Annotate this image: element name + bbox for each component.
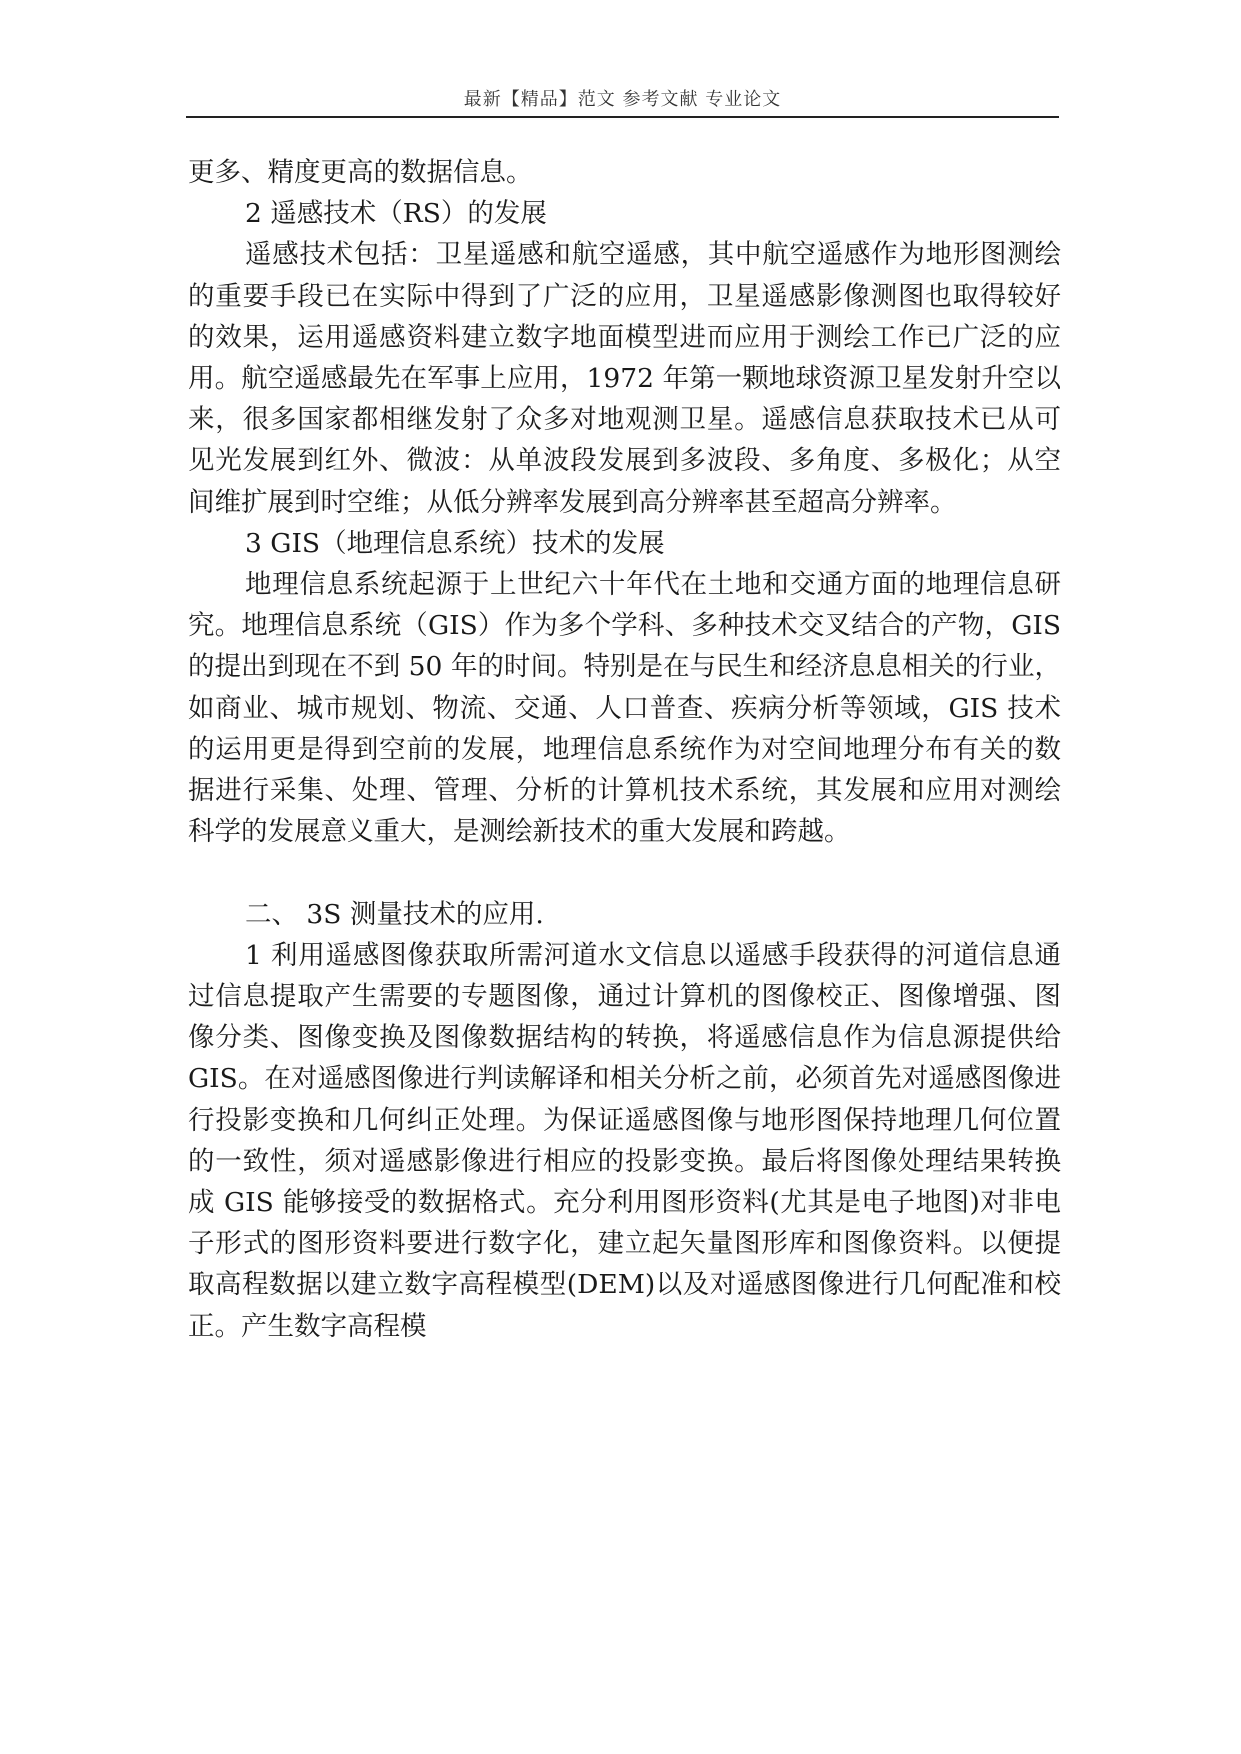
paragraph-continuation: 更多、精度更高的数据信息。 bbox=[188, 157, 533, 188]
section-heading-gis: 3 GIS（地理信息系统）技术的发展 bbox=[245, 527, 665, 559]
section-heading-application: 二、 3S 测量技术的应用. bbox=[245, 898, 544, 930]
document-body bbox=[188, 152, 1061, 1347]
paragraph-application: 1 利用遥感图像获取所需河道水文信息以遥感手段获得的河道信息通过信息提取产生需要的专题图像，通过计算机的图像校正、图像增强、图像分类、图像变换及图像数据结构的转换，将遥感信息作为信息源提供给 GIS。在对遥感图像进行判读解译和相关分析之前，必须首先对遥感图像进行投影变换和几何纠正处理。为保证遥感图像与地形图保持地理几何位置的一致性，须对遥感影像进行相应的投影变换。最后将图像处理结果转换成 GIS 能够接受的数据格式。充分利用图形资料(尤其是电子地图)对非电子形式的图形资料要进行数字化，建立起矢量图形库和图像资料。以便提取高程数据以建立数字高程模型(DEM)以及对遥感图像进行几何配准和校正。产生数字高程模 bbox=[188, 939, 1061, 1342]
paragraph-rs: 遥感技术包括：卫星遥感和航空遥感，其中航空遥感作为地形图测绘的重要手段已在实际中得到了广泛的应用，卫星遥感影像测图也取得较好的效果，运用遥感资料建立数字地面模型进而应用于测绘工作已广泛的应用。航空遥感最先在军事上应用，1972 年第一颗地球资源卫星发射升空以来，很多国家都相继发射了众多对地观测卫星。遥感信息获取技术已从可见光发展到红外、微波：从单波段发展到多波段、多角度、多极化；从空间维扩展到时空维；从低分辨率发展到高分辨率甚至超高分辨率。 bbox=[188, 239, 1061, 518]
page-header: 最新【精品】范文 参考文献 专业论文 bbox=[463, 89, 782, 110]
header-divider bbox=[186, 116, 1059, 118]
section-heading-rs: 2 遥感技术（RS）的发展 bbox=[245, 198, 547, 230]
paragraph-gis: 地理信息系统起源于上世纪六十年代在土地和交通方面的地理信息研究。地理信息系统（GIS）作为多个学科、多种技术交叉结合的产物，GIS 的提出到现在不到 50 年的时间。特别是在与民生和经济息息相关的行业，如商业、城市规划、物流、交通、人口普查、疾病分析等领域，GIS 技术的运用更是得到空前的发展，地理信息系统作为对空间地理分布有关的数据进行采集、处理、管理、分析的计算机技术系统，其发展和应用对测绘科学的发展意义重大，是测绘新技术的重大发展和跨越。 bbox=[188, 569, 1061, 848]
